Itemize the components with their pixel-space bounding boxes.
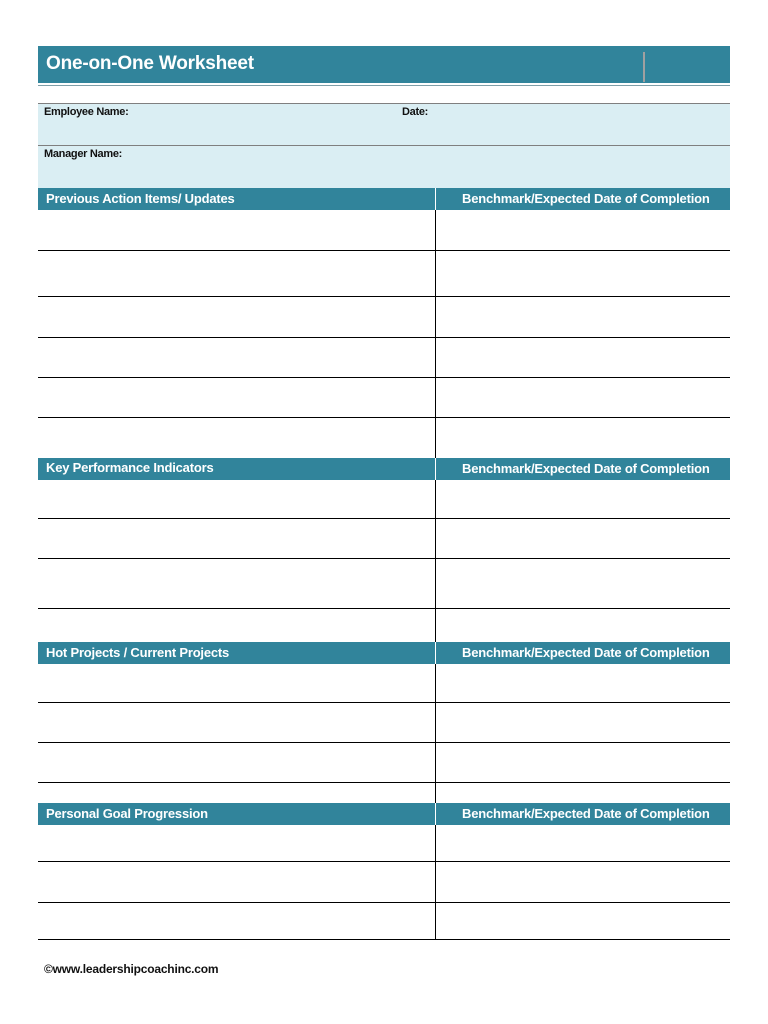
section-header-previous-action-items — [38, 188, 730, 210]
section-benchmark-title: Benchmark/Expected Date of Completion — [462, 191, 710, 206]
title-rule — [38, 85, 730, 86]
section-title: Previous Action Items/ Updates — [46, 191, 235, 206]
row-line — [38, 518, 730, 519]
row-line — [38, 939, 730, 940]
footer-copyright: ©www.leadershipcoachinc.com — [44, 962, 219, 976]
row-line — [38, 742, 730, 743]
section-title: Hot Projects / Current Projects — [46, 645, 230, 660]
header-separator — [435, 803, 436, 825]
section-benchmark-title: Benchmark/Expected Date of Completion — [462, 645, 710, 660]
row-line — [38, 902, 730, 903]
column-divider — [435, 210, 436, 458]
page-title: One-on-One Worksheet — [46, 53, 254, 74]
row-line — [38, 337, 730, 338]
row-line — [38, 250, 730, 251]
row-line — [38, 782, 730, 783]
manager-row[interactable] — [38, 145, 730, 188]
header-separator — [435, 188, 436, 210]
row-line — [38, 861, 730, 862]
column-divider — [435, 480, 436, 642]
section-title: Key Performance Indicators — [46, 460, 214, 475]
row-line — [38, 558, 730, 559]
employee-name-label: Employee Name: — [44, 106, 129, 118]
title-divider — [643, 52, 645, 82]
column-divider — [435, 825, 436, 940]
row-line — [38, 608, 730, 609]
header-separator — [435, 458, 436, 480]
employee-date-row[interactable] — [38, 103, 730, 145]
row-line — [38, 417, 730, 418]
section-header-key-performance-indicators — [38, 458, 730, 480]
worksheet-title-bar — [38, 46, 730, 83]
section-benchmark-title: Benchmark/Expected Date of Completion — [462, 461, 710, 476]
section-title: Personal Goal Progression — [46, 806, 208, 821]
row-line — [38, 377, 730, 378]
row-line — [38, 702, 730, 703]
section-header-hot-projects — [38, 642, 730, 664]
date-label: Date: — [402, 106, 429, 118]
section-benchmark-title: Benchmark/Expected Date of Completion — [462, 806, 710, 821]
row-line — [38, 296, 730, 297]
header-separator — [435, 642, 436, 664]
section-header-personal-goal-progression — [38, 803, 730, 825]
manager-name-label: Manager Name: — [44, 148, 123, 160]
